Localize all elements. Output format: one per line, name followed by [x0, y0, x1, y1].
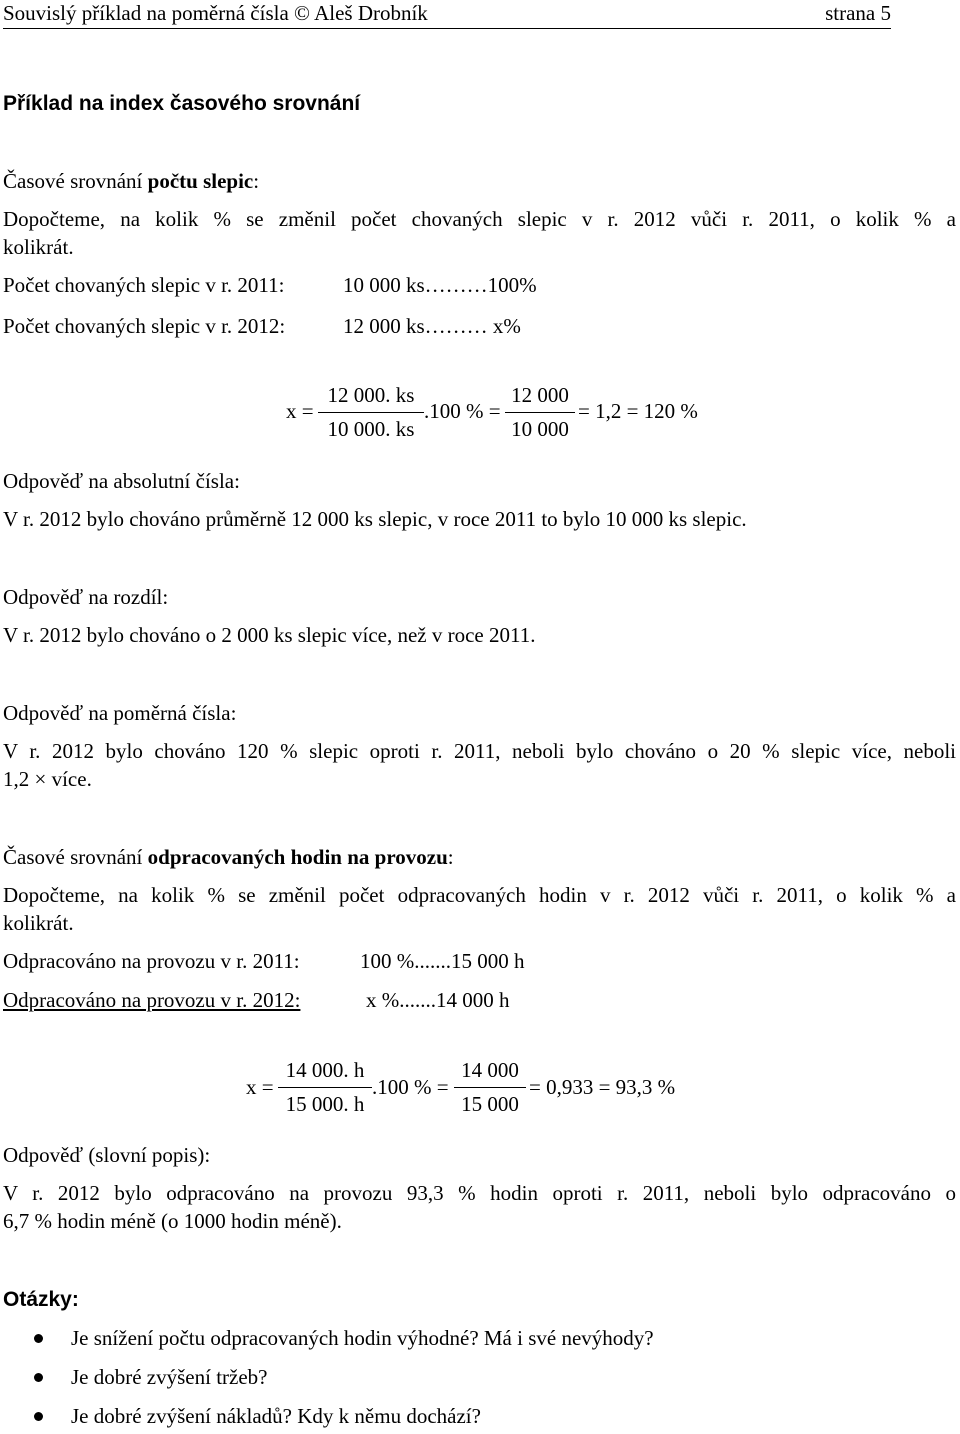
formula2-fraction1	[278, 1057, 372, 1118]
bullet-icon	[34, 1412, 43, 1421]
answer-verbal-line2: 6,7 % hodin méně (o 1000 hodin méně).	[3, 1209, 342, 1233]
formula1-fraction2	[505, 382, 575, 443]
section2-heading: Časové srovnání odpracovaných hodin na provozu:	[3, 845, 454, 869]
answer-verbal-line1: V r. 2012 bylo odpracováno na provozu 93,3 % hodin oproti r. 2011, neboli bylo odpracováno o	[3, 1181, 956, 1205]
answer-ratio-line2: 1,2 × více.	[3, 767, 92, 791]
section2-row2-value: x %.......14 000 h	[366, 988, 510, 1012]
formula2-result: = 0,933 = 93,3 %	[529, 1075, 676, 1099]
section2-intro-line1: Dopočteme, na kolik % se změnil počet odpracovaných hodin v r. 2012 vůči r. 2011, o kolik % a	[3, 883, 956, 907]
formula1-den1: 10 000. ks	[327, 417, 415, 441]
section1-row1-label: Počet chovaných slepic v r. 2011:	[3, 273, 285, 297]
page-number: strana 5	[825, 1, 891, 25]
formula1-result: = 1,2 = 120 %	[578, 399, 698, 423]
formula2-num2: 14 000	[454, 1057, 526, 1088]
bullet-icon	[34, 1373, 43, 1382]
page-title: Příklad na index časového srovnání	[3, 92, 361, 115]
section2-row2-label: Odpracováno na provozu v r. 2012:	[3, 988, 301, 1012]
answer-absolute-text: V r. 2012 bylo chováno průměrně 12 000 ks slepic, v roce 2011 to bylo 10 000 ks slepic.	[3, 507, 747, 531]
section2-row1-value: 100 %.......15 000 h	[360, 949, 525, 973]
formula2-x: x =	[246, 1075, 274, 1099]
formula1-x: x =	[286, 399, 314, 423]
formula1-num2: 12 000	[505, 382, 575, 413]
answer-ratio-label: Odpověď na poměrná čísla:	[3, 701, 237, 725]
section2-row2	[3, 987, 549, 1014]
formula1-den2: 10 000	[511, 417, 569, 441]
formula2-den1: 15 000. h	[285, 1092, 365, 1116]
answer-difference-text: V r. 2012 bylo chováno o 2 000 ks slepic více, než v roce 2011.	[3, 623, 536, 647]
formula2-fraction2	[454, 1057, 526, 1118]
formula2-den2: 15 000	[461, 1092, 519, 1116]
section1-row2-label: Počet chovaných slepic v r. 2012:	[3, 314, 286, 338]
answer-difference-label: Odpověď na rozdíl:	[3, 585, 169, 609]
question-item: Je snížení počtu odpracovaných hodin výhodné? Má i své nevýhody?	[71, 1326, 654, 1350]
section2-row1-label: Odpracováno na provozu v r. 2011:	[3, 949, 300, 973]
section2-intro-line2: kolikrát.	[3, 911, 74, 935]
section1-intro-line2: kolikrát.	[3, 235, 74, 259]
section1-row1-value: 10 000 ks………100%	[343, 273, 537, 297]
question-item: Je dobré zvýšení nákladů? Kdy k němu dochází?	[71, 1404, 481, 1428]
section1-intro-line1: Dopočteme, na kolik % se změnil počet chovaných slepic v r. 2012 vůči r. 2011, o kolik % a	[3, 207, 956, 231]
page-header	[3, 0, 891, 29]
section1-row2-value: 12 000 ks……… x%	[343, 314, 521, 338]
formula2-num1: 14 000. h	[278, 1057, 372, 1088]
formula1-mid: .100 % =	[424, 399, 501, 423]
bullet-icon	[34, 1334, 43, 1343]
formula1-fraction1	[318, 382, 424, 443]
header-title: Souvislý příklad na poměrná čísla © Aleš Drobník	[3, 1, 428, 25]
formula1-num1: 12 000. ks	[318, 382, 424, 413]
question-item: Je dobré zvýšení tržeb?	[71, 1365, 268, 1389]
answer-absolute-label: Odpověď na absolutní čísla:	[3, 469, 240, 493]
answer-verbal-label: Odpověď (slovní popis):	[3, 1143, 211, 1167]
answer-ratio-line1: V r. 2012 bylo chováno 120 % slepic oproti r. 2011, neboli bylo chováno o 20 % slepic více, neboli	[3, 739, 956, 763]
section1-heading: Časové srovnání počtu slepic:	[3, 169, 260, 193]
formula2-mid: .100 % =	[372, 1075, 449, 1099]
questions-title: Otázky:	[3, 1288, 79, 1311]
